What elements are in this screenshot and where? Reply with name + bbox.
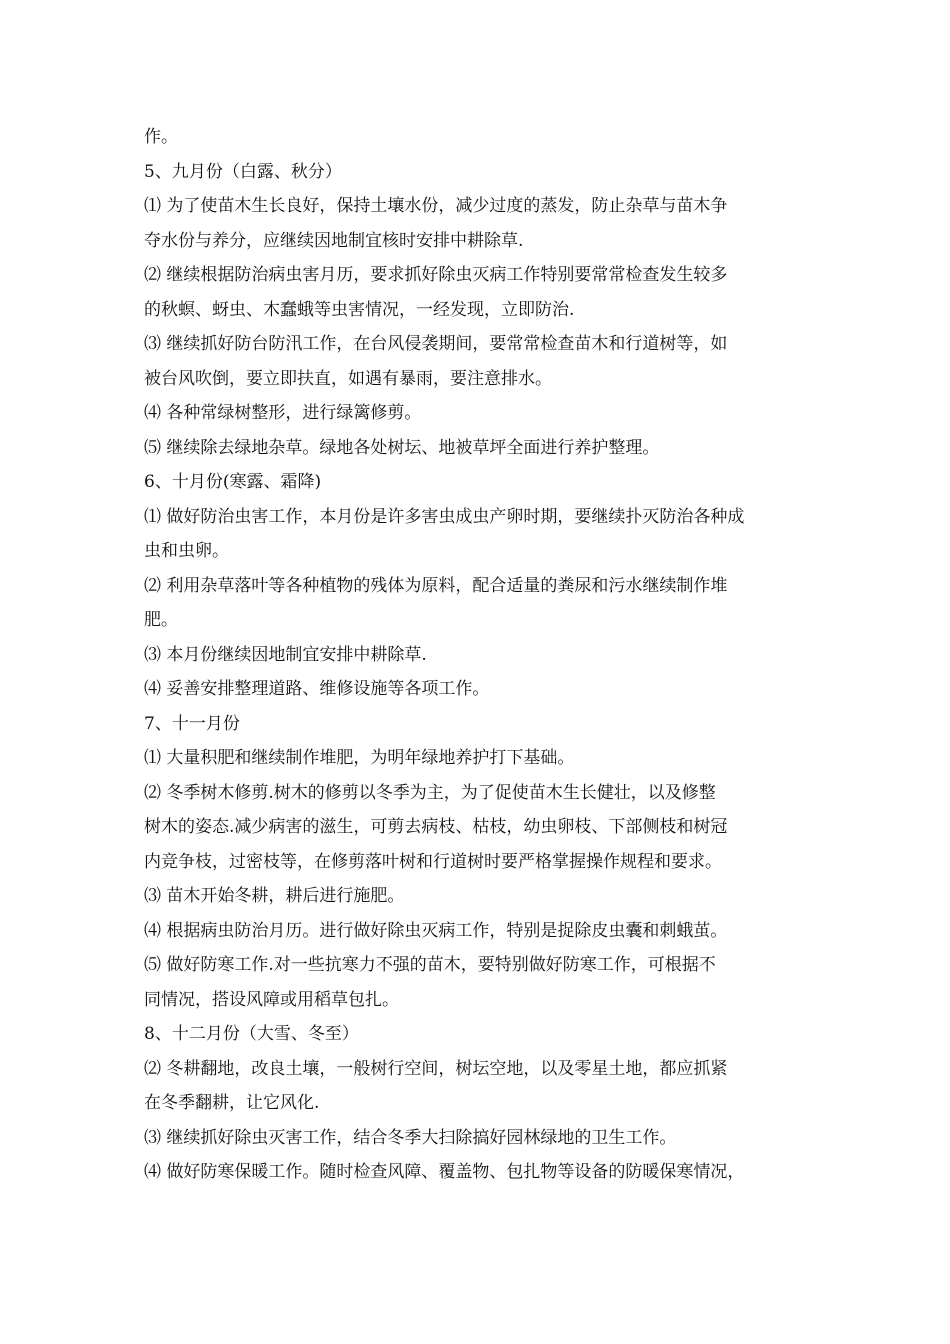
paragraph-line: 肥。 xyxy=(144,610,178,630)
paragraph-line: 在冬季翻耕，让它风化. xyxy=(144,1093,320,1113)
paragraph-line: 作。 xyxy=(144,127,178,147)
paragraph-line: ⑵ 继续根据防治病虫害月历，要求抓好除虫灭病工作特别要常常检查发生较多 xyxy=(144,265,728,285)
paragraph-line: 被台风吹倒，要立即扶直，如遇有暴雨，要注意排水。 xyxy=(144,368,552,389)
paragraph-line: 同情况，搭设风障或用稻草包扎。 xyxy=(144,989,399,1010)
paragraph-line: ⑶ 继续抓好防台防汛工作，在台风侵袭期间，要常常检查苗木和行道树等，如 xyxy=(144,334,728,354)
section-heading: 6、十月份(寒露、霜降) xyxy=(144,472,322,492)
paragraph-line: ⑴ 为了使苗木生长良好，保持土壤水份，减少过度的蒸发，防止杂草与苗木争 xyxy=(144,196,728,216)
paragraph-line: ⑷ 各种常绿树整形，进行绿篱修剪。 xyxy=(144,403,422,423)
paragraph-line: ⑶ 继续抓好除虫灭害工作，结合冬季大扫除搞好园林绿地的卫生工作。 xyxy=(144,1127,677,1148)
section-heading: 5、九月份（白露、秋分） xyxy=(144,161,342,182)
paragraph-line: ⑶ 本月份继续因地制宜安排中耕除草. xyxy=(144,644,427,665)
paragraph-line: 树木的姿态.减少病害的滋生，可剪去病枝、枯枝，幼虫卵枝、下部侧枝和树冠 xyxy=(144,817,728,837)
paragraph-line: 内竞争枝，过密枝等，在修剪落叶树和行道树时要严格掌握操作规程和要求。 xyxy=(144,851,722,872)
section-heading: 7、十一月份 xyxy=(144,713,240,734)
document-page xyxy=(144,120,824,1190)
paragraph-line: ⑷ 做好防寒保暖工作。随时检查风障、覆盖物、包扎物等设备的防暖保寒情况， xyxy=(144,1162,745,1182)
paragraph-line: ⑵ 利用杂草落叶等各种植物的残体为原料，配合适量的粪尿和污水继续制作堆 xyxy=(144,575,728,596)
paragraph-line: 的秋螟、蚜虫、木蠢蛾等虫害情况，一经发现，立即防治. xyxy=(144,299,575,320)
paragraph-line: ⑵ 冬季树木修剪.树木的修剪以冬季为主，为了促使苗木生长健壮，以及修整 xyxy=(144,782,716,803)
paragraph-line: ⑸ 做好防寒工作.对一些抗寒力不强的苗木，要特别做好防寒工作，可根据不 xyxy=(144,955,716,975)
paragraph-line: ⑷ 根据病虫防治月历。进行做好除虫灭病工作，特别是捉除皮虫囊和刺蛾茧。 xyxy=(144,920,728,941)
paragraph-line: ⑶ 苗木开始冬耕，耕后进行施肥。 xyxy=(144,886,405,906)
paragraph-line: ⑵ 冬耕翻地，改良土壤，一般树行空间，树坛空地，以及零星土地，都应抓紧 xyxy=(144,1058,728,1079)
section-heading: 8、十二月份（大雪、冬至） xyxy=(144,1024,359,1044)
paragraph-line: ⑷ 妥善安排整理道路、维修设施等各项工作。 xyxy=(144,679,490,699)
paragraph-line: 虫和虫卵。 xyxy=(144,541,229,561)
paragraph-line: 夺水份与养分，应继续因地制宜核时安排中耕除草. xyxy=(144,230,524,251)
paragraph-line: ⑴ 做好防治虫害工作，本月份是许多害虫成虫产卵时期，要继续扑灭防治各种成 xyxy=(144,506,745,527)
paragraph-line: ⑸ 继续除去绿地杂草。绿地各处树坛、地被草坪全面进行养护整理。 xyxy=(144,437,660,458)
paragraph-line: ⑴ 大量积肥和继续制作堆肥，为明年绿地养护打下基础。 xyxy=(144,748,575,768)
